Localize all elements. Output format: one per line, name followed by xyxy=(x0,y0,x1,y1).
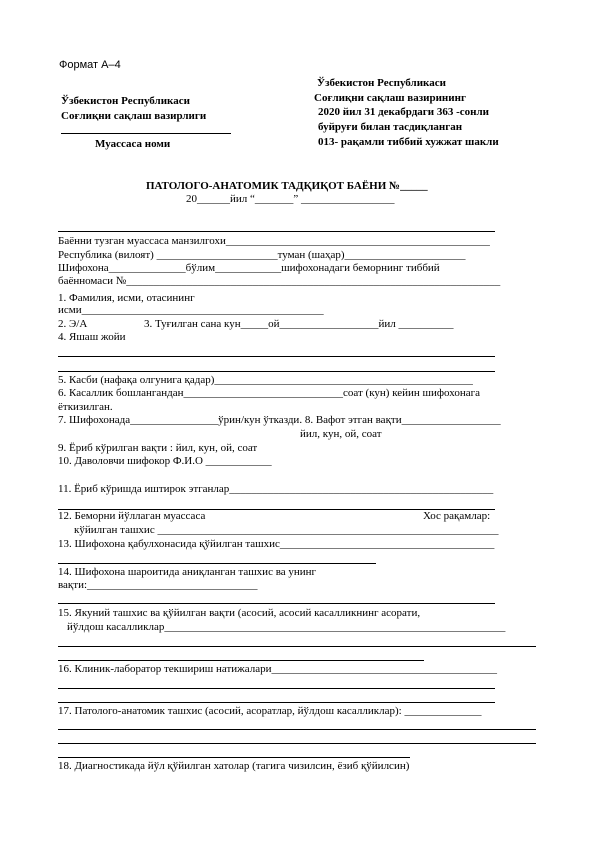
blank-line xyxy=(58,743,536,744)
attending-physician-line: 10. Даволовчи шифокор Ф.И.О ____________ xyxy=(58,455,272,467)
referring-institution-label: 12. Беморни йўллаган муассаса xyxy=(58,510,206,522)
blank-line xyxy=(58,646,536,647)
full-name-line: исми____________________________________________ xyxy=(58,304,324,316)
sex-label: 2. Э/А xyxy=(58,318,88,330)
format-label: Формат А–4 xyxy=(59,59,121,71)
blank-line xyxy=(58,603,495,604)
blank-line xyxy=(58,660,424,661)
date-line: 20______йил “_______” _________________ xyxy=(186,193,395,205)
left-header-line1: Ўзбекистон Республикаси xyxy=(61,95,190,107)
residence-label: 4. Яшаш жойи xyxy=(58,331,126,343)
blank-line xyxy=(58,757,410,758)
institution-name-line xyxy=(61,133,231,134)
hospital-diagnosis-time-line: вақти:_______________________________ xyxy=(58,579,258,591)
death-time-units: йил, кун, ой, соат xyxy=(300,428,382,440)
birth-date-line: 3. Туғилган сана кун_____ой__________________йил __________ xyxy=(144,318,454,330)
blank-line xyxy=(58,563,376,564)
blank-line xyxy=(58,231,495,232)
institution-caption: Муассаса номи xyxy=(95,138,171,150)
final-diagnosis-line: йўлдош касалликлар______________________________________________________________ xyxy=(67,621,506,633)
diagnostic-errors-line: 18. Диагностикада йўл қўйилган хатолар (тагига чизилсин, ёзиб қўйилсин) xyxy=(58,760,410,772)
blank-line xyxy=(58,702,495,703)
medical-record-number-line: баённомаси №____________________________________________________________________ xyxy=(58,275,501,287)
blank-line xyxy=(58,371,495,372)
referral-diagnosis-line: кўйилган ташхис ______________________________________________________________ xyxy=(74,524,499,536)
document-title: ПАТОЛОГО-АНАТОМИК ТАДҚИҚОТ БАЁНИ №_____ xyxy=(146,180,428,192)
blank-line xyxy=(58,688,495,689)
right-header-line5: 013- рақамли тиббий хужжат шакли xyxy=(318,136,499,148)
institution-address-line: Баённи тузган муассаса манзилгохи________________________________________________ xyxy=(58,235,490,247)
autopsy-participants-line: 11. Ёриб кўришда иштирок этганлар________________________________________________ xyxy=(58,483,494,495)
hospital-department-line: Шифохона______________бўлим____________шифохонадаги беморнинг тиббий xyxy=(58,262,440,274)
region-district-line: Республика (вилоят) ______________________туман (шаҳар)______________________ xyxy=(58,249,466,261)
clinical-lab-results-line: 16. Клиник-лаборатор текшириш натижалари_________________________________________ xyxy=(58,663,497,675)
hospital-diagnosis-label: 14. Шифохона шароитида аниқланган ташхис ва унинг xyxy=(58,566,317,578)
admission-time-line-cont: ёткизилган. xyxy=(58,401,113,413)
admission-time-line: 6. Касаллик бошлангандан_____________________________соат (кун) кейин шифохонага xyxy=(58,387,481,399)
right-header-line1: Ўзбекистон Республикаси xyxy=(317,77,446,89)
pathoanatomic-diagnosis-line: 17. Патолого-анатомик ташхис (асосий, асоратлар, йўлдош касалликлар): ______________ xyxy=(58,705,482,717)
special-numbers-label: Хос рақамлар: xyxy=(423,510,491,522)
admission-diagnosis-line: 13. Шифохона қабулхонасида қўйилган ташхис_______________________________________ xyxy=(58,538,495,550)
left-header-line2: Соғлиқни сақлаш вазирлиги xyxy=(61,110,207,122)
right-header-line2: Соғлиқни сақлаш вазирининг xyxy=(314,92,466,104)
blank-line xyxy=(58,356,495,357)
full-name-label: 1. Фамилия, исми, отасининг xyxy=(58,292,195,304)
right-header-line4: буйруғи билан тасдиқланган xyxy=(318,121,463,133)
blank-line xyxy=(58,729,536,730)
occupation-line: 5. Касби (нафақа олгунига қадар)_______________________________________________ xyxy=(58,374,473,386)
right-header-line3: 2020 йил 31 декабрдаги 363 -сонли xyxy=(318,106,489,118)
final-diagnosis-label: 15. Якуний ташхис ва қўйилган вақти (асосий, асосий касалликнинг асорати, xyxy=(58,607,421,619)
hospital-days-death-time-line: 7. Шифохонада________________ўрин/кун ўтказди. 8. Вафот этган вақти__________________ xyxy=(58,414,501,426)
autopsy-time-line: 9. Ёриб кўрилган вақти : йил, кун, ой, соат xyxy=(58,442,258,454)
